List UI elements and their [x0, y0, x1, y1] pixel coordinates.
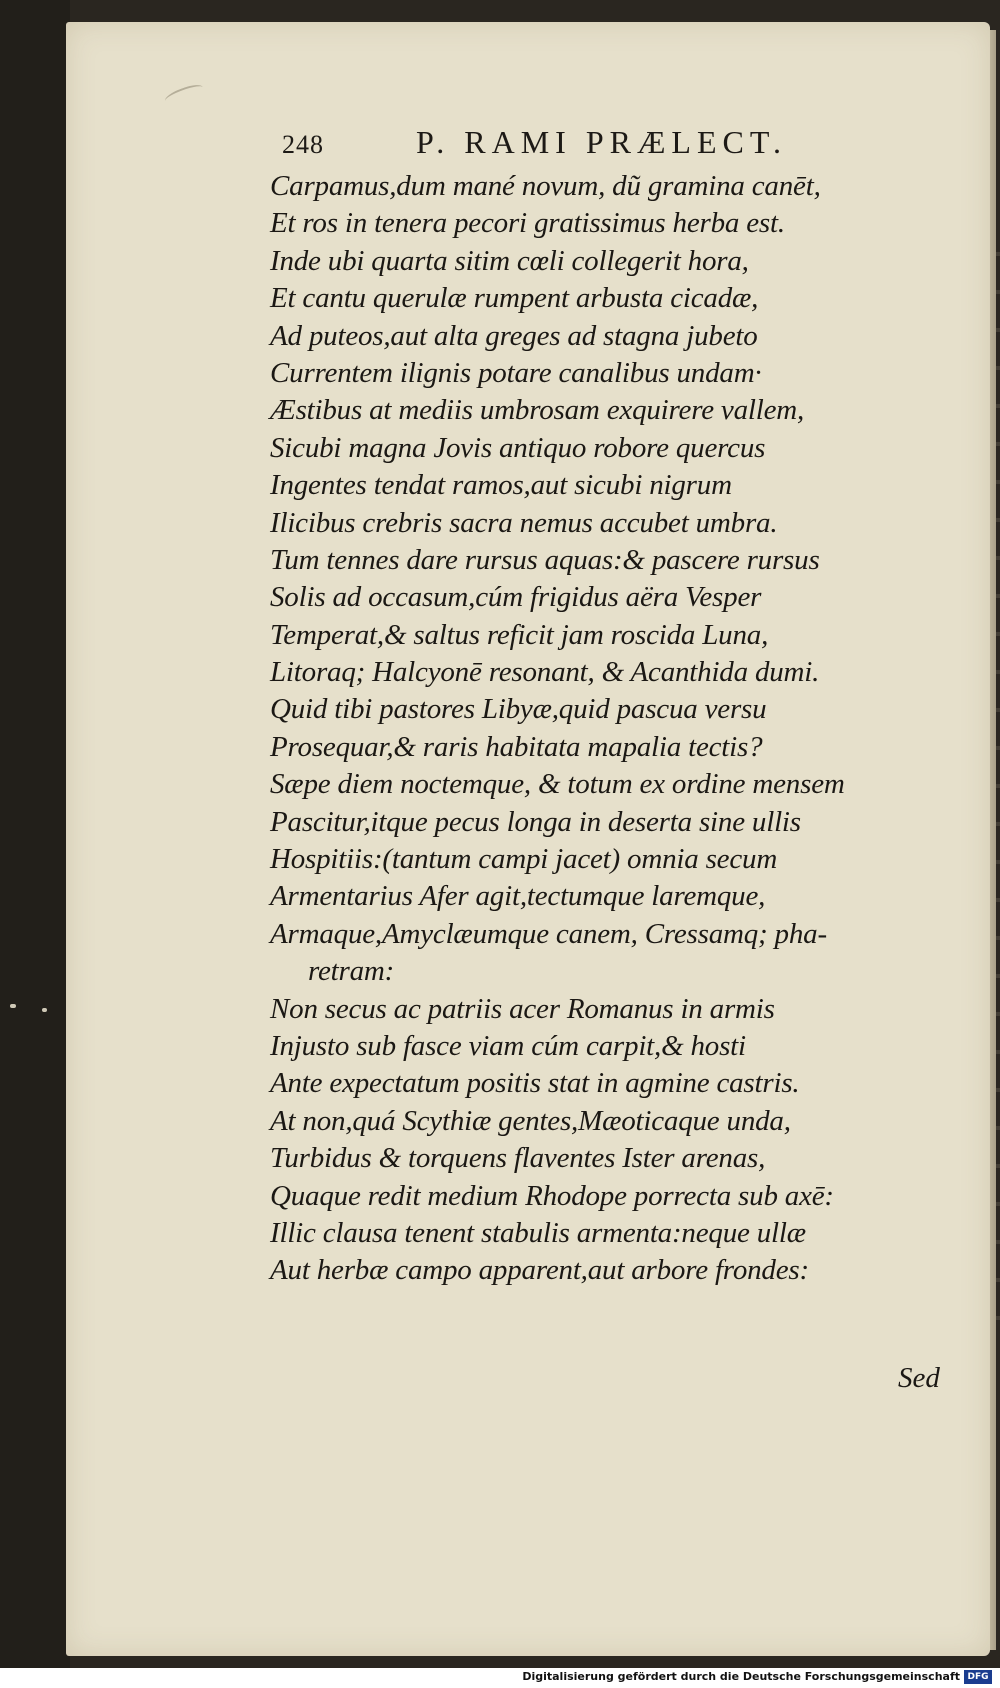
verse-line: Ilicibus crebris sacra nemus accubet umbra.: [270, 506, 778, 539]
verse-line: Et ros in tenera pecori gratissimus herba est.: [270, 207, 785, 240]
verse-line: Temperat,& saltus reficit jam roscida Luna,: [270, 618, 769, 651]
running-head: P. RAMI PRÆLECT.: [416, 124, 788, 160]
verse-line: Quaque redit medium Rhodope porrecta sub axē:: [270, 1179, 834, 1212]
verse-line: Injusto sub fasce viam cúm carpit,& hosti: [270, 1029, 746, 1062]
verse-line: Aut herbæ campo apparent,aut arbore frondes:: [270, 1254, 809, 1287]
verse-line: Sæpe diem noctemque, & totum ex ordine mensem: [270, 768, 845, 801]
verse-line: Prosequar,& raris habitata mapalia tectis?: [270, 730, 763, 763]
page-header: [66, 122, 990, 172]
ink-smudge: [163, 82, 205, 107]
verse-line: Turbidus & torquens flaventes Ister arenas,: [270, 1142, 766, 1175]
verse-line: Et cantu querulæ rumpent arbusta cicadæ,: [270, 282, 759, 315]
verse-line: Solis ad occasum,cúm frigidus aëra Vesper: [270, 581, 762, 614]
verse-line: Litoraq; Halcyonē resonant, & Acanthida dumi.: [270, 656, 820, 689]
verse-line: Ad puteos,aut alta greges ad stagna jubeto: [270, 319, 758, 352]
verse-line: Tum tennes dare rursus aquas:& pascere rursus: [270, 543, 820, 576]
dfg-logo-icon: DFG: [964, 1670, 992, 1684]
verse-line: Inde ubi quarta sitim cœli collegerit hora,: [270, 244, 749, 277]
catchword: Sed: [898, 1362, 940, 1394]
verse-line: Ingentes tendat ramos,aut sicubi nigrum: [270, 469, 732, 502]
verse-line: Sicubi magna Jovis antiquo robore quercus: [270, 431, 766, 464]
show-through: [996, 222, 1000, 1322]
verse-line: Armaque,Amyclæumque canem, Cressamq; pha-: [270, 917, 827, 950]
book-page: [66, 22, 990, 1656]
verse-line: Hospitiis:(tantum campi jacet) omnia secum: [270, 843, 778, 876]
verse-line: Æstibus at mediis umbrosam exquirere vallem,: [270, 394, 805, 427]
footer-bar: [0, 1668, 1000, 1688]
verse-line: Pascitur,itque pecus longa in deserta sine ullis: [270, 805, 801, 838]
scan-artifact: [42, 1008, 47, 1012]
verse-line: Carpamus,dum mané novum, dũ gramina canēt,: [270, 170, 821, 202]
verse-line: Quid tibi pastores Libyæ,quid pascua versu: [270, 693, 767, 726]
digitization-credit: Digitalisierung gefördert durch die Deutsche Forschungsgemeinschaft: [522, 1670, 960, 1683]
verse-line: Currentem ilignis potare canalibus undam·: [270, 356, 762, 389]
verse-line: Armentarius Afer agit,tectumque laremque,: [270, 880, 766, 913]
page-number: 248: [282, 130, 324, 159]
verse-line: Ante expectatum positis stat in agmine castris.: [270, 1067, 800, 1100]
verse-line: Illic clausa tenent stabulis armenta:neque ullæ: [270, 1216, 806, 1249]
verse-line-continuation: retram:: [308, 955, 395, 988]
verse-line: At non,quá Scythiæ gentes,Mæoticaque unda,: [270, 1104, 791, 1137]
book-cover-edge: [0, 0, 70, 1668]
verse-line: Non secus ac patriis acer Romanus in armis: [270, 992, 775, 1025]
scan-artifact: [10, 1004, 16, 1008]
verse-block: [270, 168, 970, 1290]
